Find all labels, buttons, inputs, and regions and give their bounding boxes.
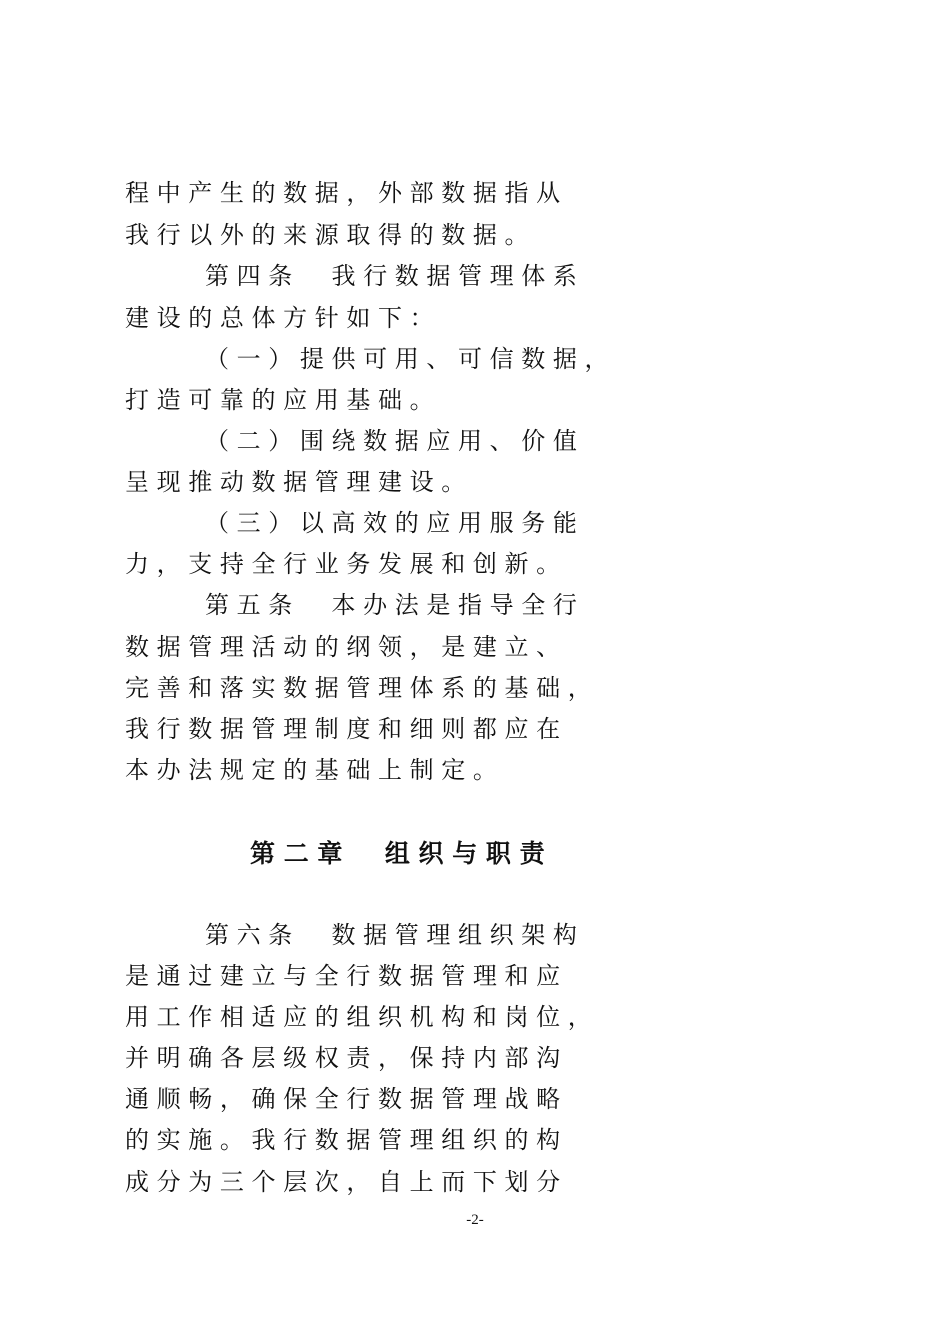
list-item-2: （ 二 ） 围 绕 数 据 应 用 、 价 值 <box>205 427 577 455</box>
text-line: 完 善 和 落 实 数 据 管 理 体 系 的 基 础 ， <box>125 674 592 702</box>
text-line: 程 中 产 生 的 数 据 ， 外 部 数 据 指 从 <box>125 179 561 207</box>
text-line: 我 行 数 据 管 理 制 度 和 细 则 都 应 在 <box>125 715 561 743</box>
article-6-heading: 第 六 条 数 据 管 理 组 织 架 构 <box>205 921 577 949</box>
text-line: 呈 现 推 动 数 据 管 理 建 设 。 <box>125 468 466 496</box>
text-line: 数 据 管 理 活 动 的 纲 领 ， 是 建 立 、 <box>125 633 561 661</box>
text-line: 建 设 的 总 体 方 针 如 下 ： <box>125 304 434 332</box>
text-line: 本 办 法 规 定 的 基 础 上 制 定 。 <box>125 756 497 784</box>
list-item-3: （ 三 ） 以 高 效 的 应 用 服 务 能 <box>205 509 577 537</box>
article-5-heading: 第 五 条 本 办 法 是 指 导 全 行 <box>205 591 577 619</box>
text-line: 打 造 可 靠 的 应 用 基 础 。 <box>125 386 434 414</box>
text-line: 并 明 确 各 层 级 权 责 ， 保 持 内 部 沟 <box>125 1044 561 1072</box>
text-line: 用 工 作 相 适 应 的 组 织 机 构 和 岗 位 ， <box>125 1003 592 1031</box>
text-line: 力 ， 支 持 全 行 业 务 发 展 和 创 新 。 <box>125 550 561 578</box>
article-4-heading: 第 四 条 我 行 数 据 管 理 体 系 <box>205 262 577 290</box>
text-line: 是 通 过 建 立 与 全 行 数 据 管 理 和 应 <box>125 962 561 990</box>
text-line: 成 分 为 三 个 层 次 ， 自 上 而 下 划 分 <box>125 1168 561 1196</box>
chapter-heading: 第 二 章 组 织 与 职 责 <box>250 839 545 868</box>
text-line: 的 实 施 。 我 行 数 据 管 理 组 织 的 构 <box>125 1126 561 1154</box>
text-line: 我 行 以 外 的 来 源 取 得 的 数 据 。 <box>125 221 529 249</box>
list-item-1: （ 一 ） 提 供 可 用 、 可 信 数 据 ， <box>205 345 609 373</box>
text-line: 通 顺 畅 ， 确 保 全 行 数 据 管 理 战 略 <box>125 1085 561 1113</box>
page-number: -2- <box>466 1212 484 1228</box>
